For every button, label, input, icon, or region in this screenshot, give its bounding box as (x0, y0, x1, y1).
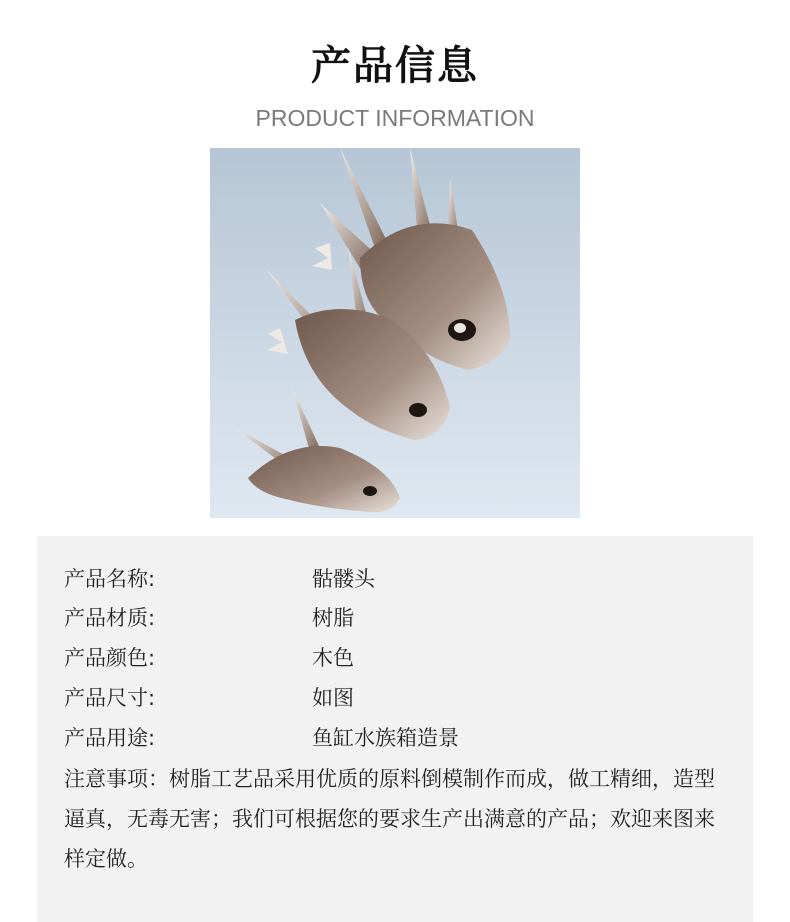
spec-row-material (64, 600, 724, 636)
spec-label-color: 产品颜色: (64, 646, 156, 670)
spec-value-size: 如图 (312, 686, 354, 710)
spec-row-color (64, 640, 724, 676)
spec-label-size: 产品尺寸: (64, 686, 156, 710)
product-info-panel (37, 536, 753, 922)
page-title: 产品信息 (311, 43, 479, 89)
spec-row-usage (64, 720, 724, 756)
spec-row-size (64, 680, 724, 716)
spec-value-name: 骷髅头 (312, 567, 375, 591)
spec-label-name: 产品名称: (64, 567, 156, 591)
spec-label-usage: 产品用途: (64, 726, 156, 750)
spec-value-usage: 鱼缸水族箱造景 (312, 726, 459, 750)
notice-text: 注意事项：树脂工艺品采用优质的原料倒模制作而成，做工精细，造型逼真，无毒无害；我们可根据您的要求生产出满意的产品；欢迎来图来样定做。 (64, 767, 715, 871)
spec-value-material: 树脂 (312, 606, 354, 630)
dragon-skull-photo (210, 148, 580, 518)
page-subtitle: PRODUCT INFORMATION (255, 105, 535, 131)
spec-value-color: 木色 (312, 646, 354, 670)
spec-label-material: 产品材质: (64, 606, 156, 630)
spec-row-name (64, 561, 724, 597)
